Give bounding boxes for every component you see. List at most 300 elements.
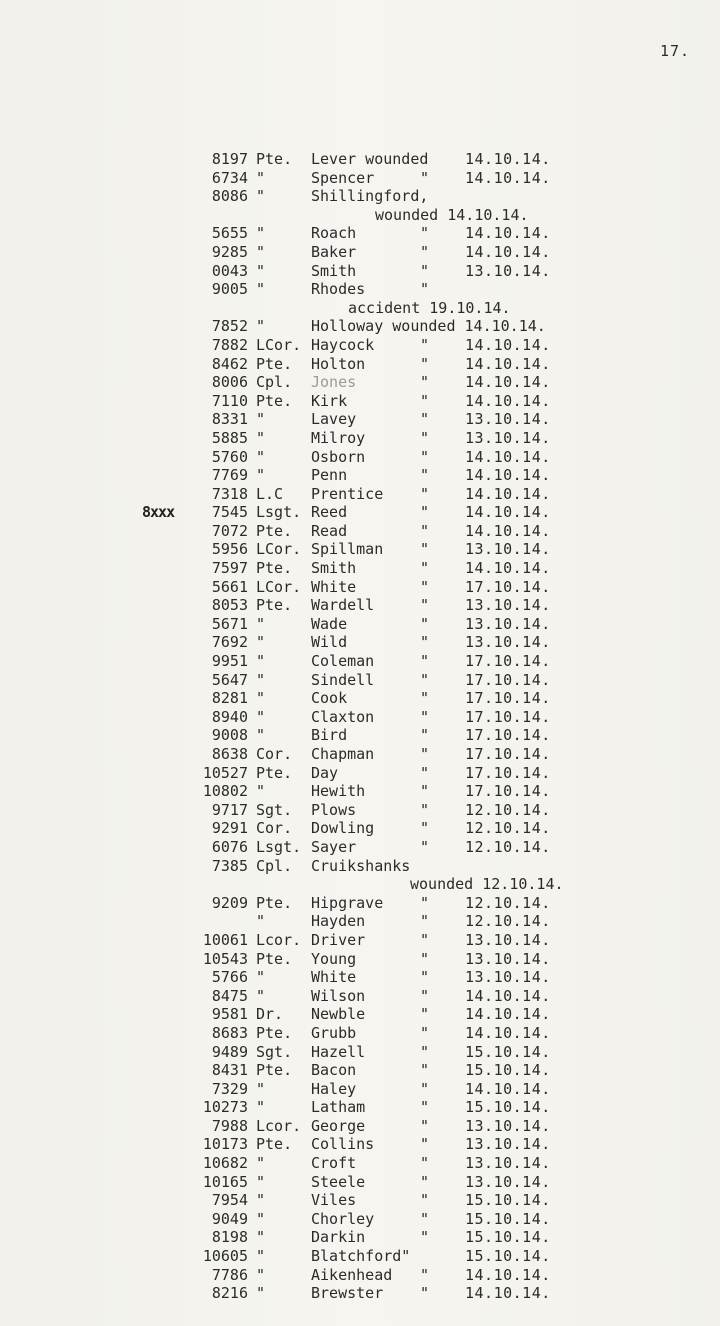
casualty-list	[0, 150, 720, 1303]
soldier-name: Brewster	[311, 1284, 384, 1303]
rank: Pte.	[256, 521, 293, 540]
date: 13.10.14.	[465, 596, 551, 615]
ditto-mark: "	[420, 1265, 430, 1284]
list-item	[0, 1284, 720, 1303]
rank: LCor.	[256, 577, 302, 596]
ditto-mark: "	[420, 1228, 430, 1247]
service-number: 7545	[211, 503, 248, 522]
ditto-mark: "	[420, 224, 430, 243]
service-number: 5661	[211, 577, 248, 596]
service-number: 5956	[211, 540, 248, 559]
list-item	[0, 894, 720, 913]
date: 15.10.14.	[465, 1061, 551, 1080]
rank: "	[256, 1079, 266, 1098]
list-item	[0, 355, 720, 374]
rank: Cpl.	[256, 373, 293, 392]
date: 13.10.14.	[465, 968, 551, 987]
soldier-name: Chapman	[311, 745, 375, 763]
service-number: 8086	[211, 187, 248, 206]
rank: Pte.	[256, 893, 293, 912]
service-number: 5885	[211, 428, 248, 447]
service-number: 10543	[202, 949, 248, 968]
service-number: 10173	[202, 1135, 248, 1154]
service-number: 9008	[211, 726, 248, 745]
list-item	[0, 1117, 720, 1136]
date: 14.10.14.	[465, 1079, 551, 1098]
ditto-mark: "	[420, 484, 430, 503]
soldier-name: Wade	[311, 614, 348, 633]
rank: "	[256, 633, 266, 652]
service-number: 10605	[202, 1247, 248, 1266]
rank: "	[256, 1247, 266, 1266]
list-item	[0, 912, 720, 931]
soldier-name: Jones	[311, 373, 357, 392]
service-number: 7692	[211, 633, 248, 652]
rank: Cor.	[256, 745, 293, 763]
list-item	[0, 745, 720, 764]
date: 13.10.14.	[465, 633, 551, 652]
list-item	[0, 410, 720, 429]
list-item	[0, 540, 720, 559]
soldier-name: Newble	[311, 1005, 366, 1024]
soldier-name: Osborn	[311, 447, 366, 466]
list-item	[0, 1098, 720, 1117]
date: 13.10.14.	[465, 261, 551, 280]
date: 14.10.14.	[465, 335, 551, 354]
rank: "	[256, 317, 266, 336]
date: 14.10.14.	[465, 150, 551, 168]
ditto-mark: "	[420, 837, 430, 856]
rank: "	[256, 1284, 266, 1303]
service-number: 9951	[211, 652, 248, 671]
service-number: 9489	[211, 1042, 248, 1061]
ditto-mark: "	[420, 335, 430, 354]
rank: "	[256, 187, 266, 206]
service-number: 5766	[211, 968, 248, 987]
soldier-name: Hazell	[311, 1042, 366, 1061]
service-number: 7318	[211, 484, 248, 503]
list-item	[0, 931, 720, 950]
service-number: 7597	[211, 559, 248, 578]
date: 15.10.14.	[465, 1228, 551, 1247]
soldier-name: Grubb	[311, 1023, 357, 1042]
list-item	[0, 1135, 720, 1154]
list-item	[0, 392, 720, 411]
soldier-name: Cruikshanks	[311, 856, 411, 875]
list-item	[0, 522, 720, 541]
rank: "	[256, 1154, 266, 1173]
list-item	[0, 671, 720, 690]
rank: "	[256, 689, 266, 708]
rank: "	[256, 1172, 266, 1191]
list-item	[0, 503, 720, 522]
soldier-name: Spillman	[311, 540, 384, 559]
date: 12.10.14.	[465, 800, 551, 819]
soldier-name: Darkin	[311, 1228, 366, 1247]
service-number: 8431	[211, 1061, 248, 1080]
soldier-name: Lavey	[311, 410, 357, 429]
soldier-name: Coleman	[311, 652, 375, 671]
service-number: 6076	[211, 837, 248, 856]
list-item	[0, 801, 720, 820]
date: 14.10.14.	[465, 986, 551, 1005]
service-number: 10682	[202, 1154, 248, 1173]
date: 14.10.14.	[465, 1023, 551, 1042]
soldier-name: Latham	[311, 1098, 366, 1117]
ditto-mark: "	[420, 596, 430, 615]
soldier-name: Wild	[311, 633, 348, 652]
service-number: 7852	[211, 317, 248, 336]
ditto-mark: "	[420, 782, 430, 801]
soldier-name: Kirk	[311, 391, 348, 410]
date: 17.10.14.	[465, 689, 551, 708]
rank: "	[256, 261, 266, 280]
soldier-name: Penn	[311, 466, 348, 485]
rank: "	[256, 466, 266, 485]
ditto-mark: "	[420, 1005, 430, 1024]
date: 15.10.14.	[465, 1098, 551, 1117]
soldier-name: Wilson	[311, 986, 366, 1005]
ditto-mark: "	[420, 689, 430, 708]
rank: Pte.	[256, 354, 293, 373]
soldier-name: Haley	[311, 1079, 357, 1098]
soldier-name: Prentice	[311, 484, 384, 503]
soldier-name: Rhodes	[311, 280, 366, 299]
service-number: 10802	[202, 782, 248, 801]
continuation-line	[0, 206, 720, 225]
continuation-line	[0, 875, 720, 894]
ditto-mark: "	[420, 763, 430, 782]
list-item	[0, 485, 720, 504]
date: 14.10.14.	[465, 391, 551, 410]
service-number: 8940	[211, 707, 248, 726]
service-number: 8462	[211, 354, 248, 373]
list-item	[0, 578, 720, 597]
service-number: 8683	[211, 1023, 248, 1042]
rank: Pte.	[256, 1023, 293, 1042]
list-item	[0, 1024, 720, 1043]
ditto-mark: "	[420, 930, 430, 949]
rank: Lsgt.	[256, 503, 302, 522]
date: 14.10.14.	[465, 1265, 551, 1284]
list-item	[0, 689, 720, 708]
soldier-name: Croft	[311, 1154, 357, 1173]
rank: "	[256, 614, 266, 633]
service-number: 10061	[202, 930, 248, 949]
margin-mark: 8xxx	[142, 503, 175, 522]
date: 13.10.14.	[465, 1154, 551, 1173]
soldier-name: Spencer	[311, 168, 375, 187]
continuation-text: accident 19.10.14.	[348, 298, 511, 317]
soldier-name: Holloway wounded 14.10.14.	[311, 317, 546, 336]
rank: L.C	[256, 484, 284, 503]
date: 17.10.14.	[465, 726, 551, 745]
service-number: 9005	[211, 280, 248, 299]
soldier-name: Holton	[311, 354, 366, 373]
rank: "	[256, 1191, 266, 1210]
list-item	[0, 633, 720, 652]
date: 15.10.14.	[465, 1247, 551, 1266]
date: 13.10.14.	[465, 949, 551, 968]
continuation-text: wounded 12.10.14.	[410, 875, 564, 894]
rank: Lcor.	[256, 1116, 302, 1135]
rank: "	[256, 1209, 266, 1228]
service-number: 5655	[211, 224, 248, 243]
list-item	[0, 1210, 720, 1229]
soldier-name: Smith	[311, 261, 357, 280]
list-item	[0, 1228, 720, 1247]
rank: "	[256, 726, 266, 745]
continuation-text: wounded 14.10.14.	[375, 205, 529, 224]
date: 14.10.14.	[465, 521, 551, 540]
date: 14.10.14.	[465, 168, 551, 187]
ditto-mark: "	[420, 1079, 430, 1098]
service-number: 9285	[211, 242, 248, 261]
soldier-name: Reed	[311, 503, 348, 522]
date: 17.10.14.	[465, 782, 551, 801]
rank: "	[256, 242, 266, 261]
list-item	[0, 466, 720, 485]
ditto-mark: "	[420, 1061, 430, 1080]
date: 17.10.14.	[465, 670, 551, 689]
ditto-mark: "	[420, 912, 430, 931]
list-item	[0, 652, 720, 671]
soldier-name: Wardell	[311, 596, 375, 615]
rank: "	[256, 986, 266, 1005]
soldier-name: Blatchford"	[311, 1247, 411, 1266]
date: 13.10.14.	[465, 930, 551, 949]
date: 14.10.14.	[465, 242, 551, 261]
rank: "	[256, 1228, 266, 1247]
list-item	[0, 317, 720, 336]
service-number: 7110	[211, 391, 248, 410]
soldier-name: Hayden	[311, 912, 366, 931]
service-number: 7988	[211, 1116, 248, 1135]
ditto-mark: "	[420, 1023, 430, 1042]
ditto-mark: "	[420, 466, 430, 485]
list-item	[0, 819, 720, 838]
list-item	[0, 726, 720, 745]
list-item	[0, 615, 720, 634]
rank: "	[256, 224, 266, 243]
rank: Lsgt.	[256, 837, 302, 856]
list-item	[0, 559, 720, 578]
ditto-mark: "	[420, 577, 430, 596]
soldier-name: Smith	[311, 559, 357, 578]
ditto-mark: "	[420, 670, 430, 689]
date: 15.10.14.	[465, 1209, 551, 1228]
soldier-name: Driver	[311, 930, 366, 949]
list-item	[0, 1247, 720, 1266]
soldier-name: Cook	[311, 689, 348, 708]
ditto-mark: "	[420, 819, 430, 838]
list-item	[0, 708, 720, 727]
date: 17.10.14.	[465, 745, 551, 763]
rank: LCor.	[256, 540, 302, 559]
list-item	[0, 1191, 720, 1210]
rank: LCor.	[256, 335, 302, 354]
date: 14.10.14.	[465, 484, 551, 503]
service-number: 10273	[202, 1098, 248, 1117]
rank: Sgt.	[256, 800, 293, 819]
date: 14.10.14.	[465, 1005, 551, 1024]
service-number: 7882	[211, 335, 248, 354]
date: 17.10.14.	[465, 763, 551, 782]
soldier-name: Steele	[311, 1172, 366, 1191]
date: 12.10.14.	[465, 912, 551, 931]
ditto-mark: "	[420, 893, 430, 912]
soldier-name: Read	[311, 521, 348, 540]
rank: "	[256, 1265, 266, 1284]
soldier-name: White	[311, 968, 357, 987]
rank: Pte.	[256, 596, 293, 615]
ditto-mark: "	[420, 633, 430, 652]
ditto-mark: "	[420, 1042, 430, 1061]
list-item	[0, 1061, 720, 1080]
list-item	[0, 280, 720, 299]
soldier-name: Hipgrave	[311, 893, 384, 912]
service-number: 9581	[211, 1005, 248, 1024]
rank: Dr.	[256, 1005, 284, 1024]
soldier-name: Bird	[311, 726, 348, 745]
rank: Pte.	[256, 763, 293, 782]
service-number: 8216	[211, 1284, 248, 1303]
ditto-mark: "	[420, 1154, 430, 1173]
soldier-name: George	[311, 1116, 366, 1135]
soldier-name: Viles	[311, 1191, 357, 1210]
rank: "	[256, 670, 266, 689]
ditto-mark: "	[420, 410, 430, 429]
list-item	[0, 336, 720, 355]
service-number: 5647	[211, 670, 248, 689]
service-number: 7786	[211, 1265, 248, 1284]
soldier-name: Hewith	[311, 782, 366, 801]
ditto-mark: "	[420, 242, 430, 261]
date: 14.10.14.	[465, 224, 551, 243]
rank: Lcor.	[256, 930, 302, 949]
list-item	[0, 1043, 720, 1062]
ditto-mark: "	[420, 447, 430, 466]
service-number: 5760	[211, 447, 248, 466]
ditto-mark: "	[420, 1098, 430, 1117]
service-number: 7329	[211, 1079, 248, 1098]
service-number: 7072	[211, 521, 248, 540]
rank: "	[256, 782, 266, 801]
ditto-mark: "	[420, 949, 430, 968]
list-item	[0, 764, 720, 783]
list-item	[0, 224, 720, 243]
date: 12.10.14.	[465, 819, 551, 838]
date: 17.10.14.	[465, 652, 551, 671]
ditto-mark: "	[420, 503, 430, 522]
ditto-mark: "	[420, 652, 430, 671]
service-number: 8331	[211, 410, 248, 429]
ditto-mark: "	[420, 726, 430, 745]
list-item	[0, 987, 720, 1006]
list-item	[0, 373, 720, 392]
soldier-name: Shillingford,	[311, 187, 429, 206]
soldier-name: Plows	[311, 800, 357, 819]
ditto-mark: "	[420, 540, 430, 559]
soldier-name: Milroy	[311, 428, 366, 447]
rank: "	[256, 280, 266, 299]
soldier-name: Young	[311, 949, 357, 968]
ditto-mark: "	[420, 1191, 430, 1210]
rank: Cor.	[256, 819, 293, 838]
ditto-mark: "	[420, 614, 430, 633]
ditto-mark: "	[420, 1284, 430, 1303]
soldier-name: Aikenhead	[311, 1265, 393, 1284]
date: 14.10.14.	[465, 559, 551, 578]
list-item	[0, 1005, 720, 1024]
service-number: 8006	[211, 373, 248, 392]
rank: Pte.	[256, 1135, 293, 1154]
soldier-name: Roach	[311, 224, 357, 243]
soldier-name: Sayer	[311, 837, 357, 856]
list-item	[0, 169, 720, 188]
list-item	[0, 1173, 720, 1192]
ditto-mark: "	[420, 559, 430, 578]
soldier-name: Day	[311, 763, 339, 782]
ditto-mark: "	[420, 1209, 430, 1228]
list-item	[0, 782, 720, 801]
rank: "	[256, 168, 266, 187]
service-number: 10165	[202, 1172, 248, 1191]
date: 13.10.14.	[465, 1172, 551, 1191]
ditto-mark: "	[420, 168, 430, 187]
date: 14.10.14.	[465, 373, 551, 392]
rank: Cpl.	[256, 856, 293, 875]
date: 13.10.14.	[465, 540, 551, 559]
ditto-mark: "	[420, 745, 430, 763]
rank: Pte.	[256, 391, 293, 410]
rank: Pte.	[256, 949, 293, 968]
date: 12.10.14.	[465, 893, 551, 912]
date: 12.10.14.	[465, 837, 551, 856]
rank: "	[256, 447, 266, 466]
service-number: 7385	[211, 856, 248, 875]
date: 15.10.14.	[465, 1191, 551, 1210]
rank: "	[256, 1098, 266, 1117]
date: 13.10.14.	[465, 1135, 551, 1154]
ditto-mark: "	[420, 354, 430, 373]
ditto-mark: "	[420, 280, 430, 299]
list-item	[0, 150, 720, 169]
date: 14.10.14.	[465, 1284, 551, 1303]
list-item	[0, 1154, 720, 1173]
date: 14.10.14.	[465, 466, 551, 485]
service-number: 5671	[211, 614, 248, 633]
service-number: 8475	[211, 986, 248, 1005]
service-number: 0043	[211, 261, 248, 280]
date: 17.10.14.	[465, 707, 551, 726]
service-number: 9717	[211, 800, 248, 819]
soldier-name: Haycock	[311, 335, 375, 354]
date: 13.10.14.	[465, 410, 551, 429]
service-number: 8281	[211, 689, 248, 708]
soldier-name: Claxton	[311, 707, 375, 726]
date: 13.10.14.	[465, 614, 551, 633]
list-item	[0, 857, 720, 876]
list-item	[0, 243, 720, 262]
rank: "	[256, 428, 266, 447]
list-item	[0, 838, 720, 857]
service-number: 8198	[211, 1228, 248, 1247]
ditto-mark: "	[420, 800, 430, 819]
date: 15.10.14.	[465, 1042, 551, 1061]
ditto-mark: "	[420, 1172, 430, 1191]
rank: "	[256, 912, 266, 931]
